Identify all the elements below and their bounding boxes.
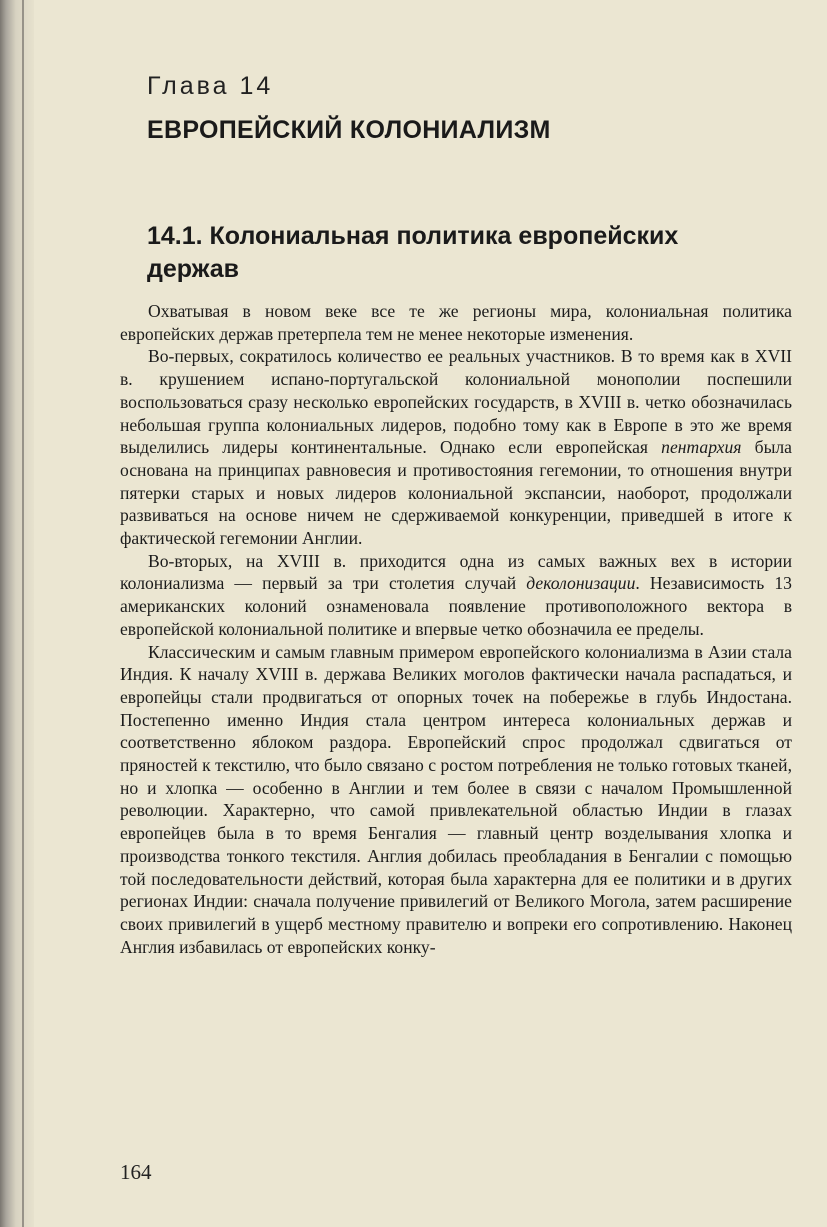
paragraph-1-text: Охватывая в новом веке все те же регионы мира, колониальная политика европейских держав претерпела тем не менее некоторые изменения. <box>120 301 792 344</box>
paragraph-2-text-start: Во-первых, сократилось количество ее реальных участников. В то время как в XVII в. крушением испано-португальской колониальной монополии поспешили воспользоваться сразу несколько европейских государств, в XVIII в. четко обозначилась небольшая группа колониальных лидеров, подобно тому как в Европе в это же время выделились лидеры континентальные. Однако если европейская <box>120 346 792 458</box>
paragraph-3 <box>120 550 792 641</box>
paragraph-4 <box>120 641 792 959</box>
paragraph-1 <box>120 300 792 345</box>
paragraph-3-text-end: . Независимость 13 американских колоний ознаменовала появление противоположного вектора в европейской колониальной политике и впервые четко обозначила ее пределы. <box>120 573 792 639</box>
paragraph-2-italic-term: пентархия <box>661 437 742 458</box>
paragraph-3-text-start: Во-вторых, на XVIII в. приходится одна из самых важных вех в истории колониализма — первый за три столетия случай <box>120 550 792 594</box>
chapter-label: Глава 14 <box>147 72 274 100</box>
paragraph-2 <box>120 345 792 549</box>
page-number: 164 <box>120 1160 152 1184</box>
book-spine-shadow <box>0 0 34 1227</box>
paragraph-2-text-end: была основана на принципах равновесия и противостояния гегемонии, то отношения внутри пятерки старых и новых лидеров колониальной экспансии, наоборот, продолжали развиваться на основе ничем не сдерживаемой конкуренции, приведшей в итоге к фактической гегемонии Англии. <box>120 437 792 549</box>
paragraph-4-text: Классическим и самым главным примером европейского колониализма в Азии стала Индия. К началу XVIII в. держава Великих моголов фактически начала распадаться, и европейцы стали продвигаться от опорных точек на побережье в глубь Индостана. Постепенно именно Индия стала центром интереса колониальных держав и соответственно яблоком раздора. Европейский спрос продолжал сдвигаться от пряностей к текстилю, что было связано с ростом потребления не только готовых тканей, но и хлопка — особенно в Англии и тем более в связи с началом Промышленной революции. Характерно, что самой привлекательной областью Индии в глазах европейцев была в то время Бенгалия — главный центр возделывания хлопка и производства тонкого текстиля. Англия добилась преобладания в Бенгалии с помощью той последовательности действий, которая была характерна для ее политики и в других регионах Индии: сначала получение привилегий от Великого Могола, затем расширение своих привилегий в ущерб местному правителю и вопреки его сопротивлению. Наконец Англия избавилась от европейских конку- <box>120 641 792 957</box>
book-spine-edge <box>22 0 24 1227</box>
chapter-title: ЕВРОПЕЙСКИЙ КОЛОНИАЛИЗМ <box>147 116 551 144</box>
paragraph-3-italic-term: деколонизации <box>526 573 636 594</box>
body-text <box>120 300 792 958</box>
section-title: 14.1. Колониальная политика европейских держав <box>147 222 679 283</box>
